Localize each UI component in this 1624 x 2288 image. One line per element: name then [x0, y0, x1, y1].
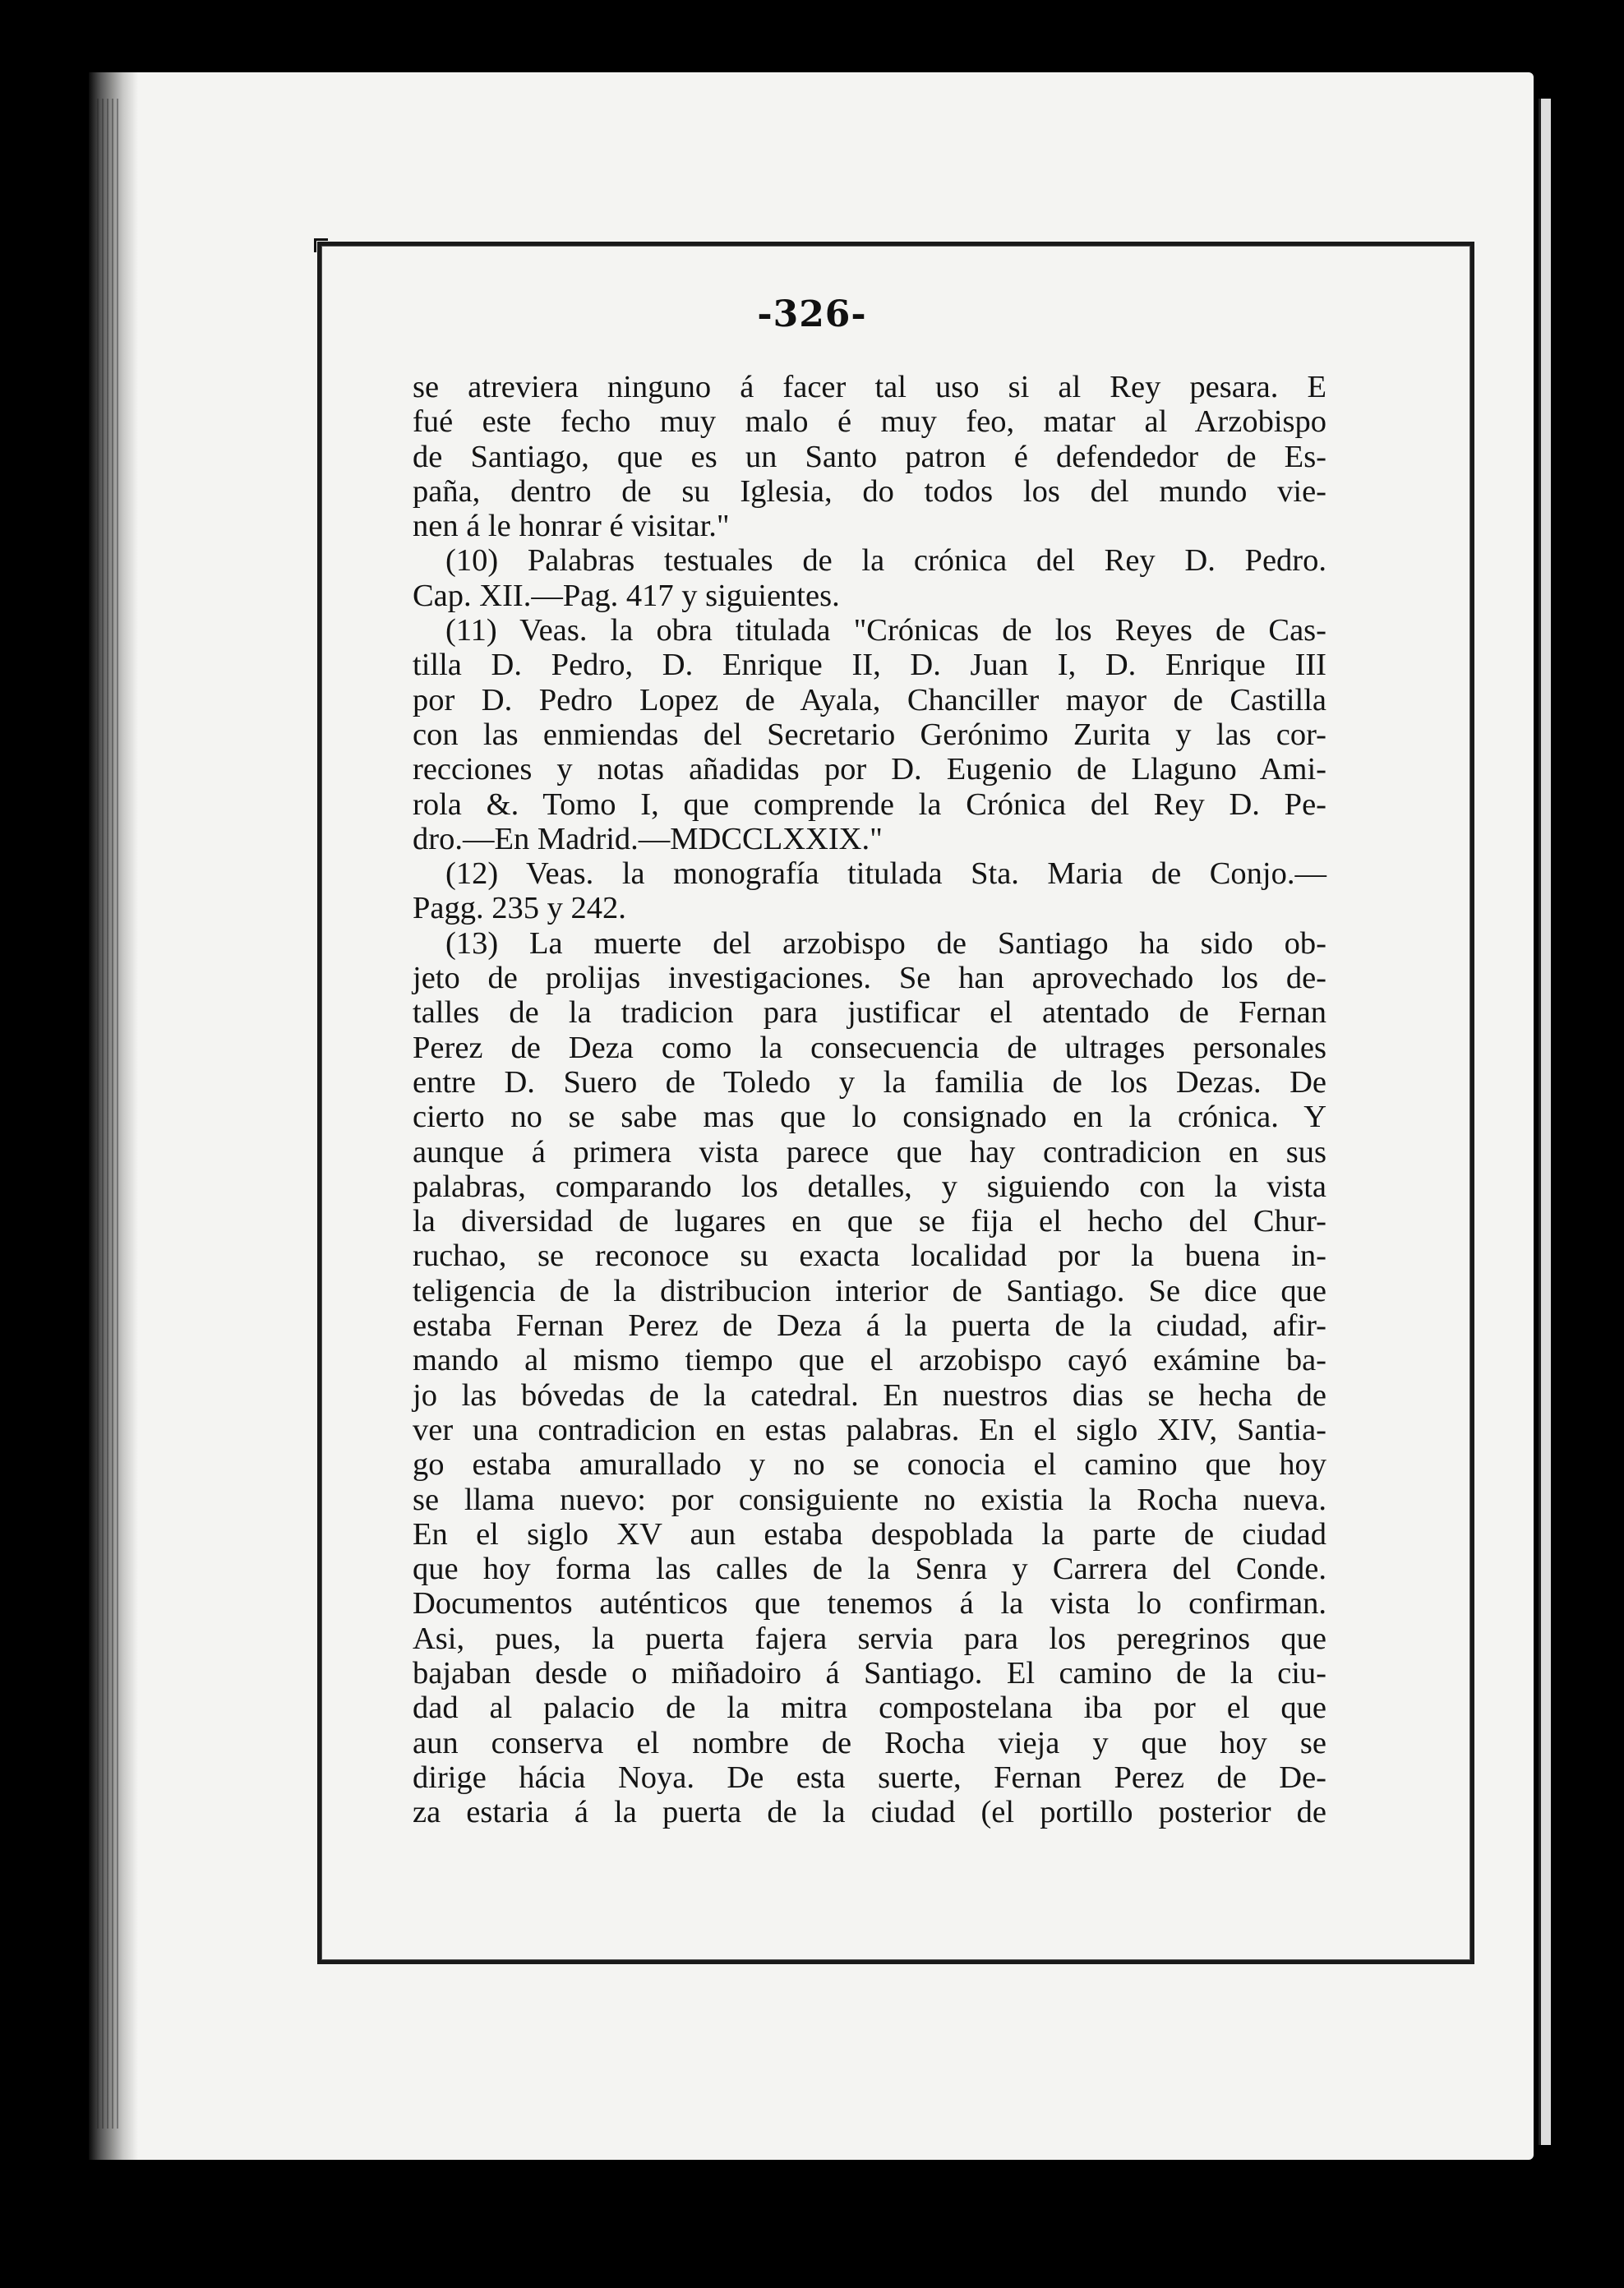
text-line: Pagg. 235 y 242. [413, 891, 626, 926]
text-line: fué este fecho muy malo é muy feo, matar al Arzobispo [413, 404, 1326, 440]
text-line: teligencia de la distribucion interior de Santiago. Se dice que [413, 1273, 1326, 1308]
text-line: por D. Pedro Lopez de Ayala, Chanciller mayor de Castilla [413, 682, 1326, 717]
text-line: con las enmiendas del Secretario Gerónimo Zurita y las cor- [413, 717, 1326, 752]
footnote-12-line: (12) Veas. la monografía titulada Sta. Maria de Conjo.— [445, 856, 1326, 892]
text-line: talles de la tradicion para justificar el atentado de Fernan [413, 995, 1326, 1031]
text-line: Documentos auténticos que tenemos á la vista lo confirman. [413, 1586, 1326, 1621]
text-line: aunque á primera vista parece que hay contradicion en sus [413, 1134, 1326, 1169]
frame-corner [314, 238, 328, 252]
footnote-10-line: (10) Palabras testuales de la crónica del Rey D. Pedro. [445, 543, 1326, 579]
page-number: -326- [757, 293, 867, 335]
next-leaf-edge [1539, 99, 1551, 2145]
text-line: se llama nuevo: por consiguiente no existia la Rocha nueva. [413, 1482, 1326, 1517]
text-line: En el siglo XV aun estaba despoblada la parte de ciudad [413, 1516, 1326, 1552]
text-line: rola &. Tomo I, que comprende la Crónica del Rey D. Pe- [413, 786, 1326, 822]
text-line: bajaban desde o miñadoiro á Santiago. El camino de la ciu- [413, 1655, 1326, 1691]
text-line: go estaba amurallado y no se conocia el camino que hoy [413, 1447, 1326, 1483]
text-line: za estaria á la puerta de la ciudad (el portillo posterior de [413, 1795, 1326, 1830]
text-line: dad al palacio de la mitra compostelana iba por el que [413, 1691, 1326, 1726]
text-line: entre D. Suero de Toledo y la familia de los Dezas. De [413, 1064, 1326, 1100]
text-line: nen á le honrar é visitar." [413, 509, 730, 544]
text-line: aun conserva el nombre de Rocha vieja y que hoy se [413, 1725, 1326, 1760]
body-text [413, 370, 1326, 1829]
footnote-11-line: (11) Veas. la obra titulada "Crónicas de los Reyes de Cas- [445, 613, 1326, 648]
text-line: Asi, pues, la puerta fajera servia para los peregrinos que [413, 1621, 1326, 1656]
text-line: se atreviera ninguno á facer tal uso si al Rey pesara. E [413, 370, 1326, 404]
footnote-13-line: (13) La muerte del arzobispo de Santiago ha sido ob- [445, 925, 1326, 961]
text-line: dro.—En Madrid.—MDCCLXXIX." [413, 821, 883, 856]
text-line: que hoy forma las calles de la Senra y Carrera del Conde. [413, 1552, 1326, 1587]
text-line: dirige hácia Noya. De esta suerte, Fernan Perez de De- [413, 1760, 1326, 1795]
text-line: recciones y notas añadidas por D. Eugenio de Llaguno Ami- [413, 752, 1326, 787]
text-line: la diversidad de lugares en que se fija el hecho del Chur- [413, 1204, 1326, 1239]
text-line: Perez de Deza como la consecuencia de ultrages personales [413, 1030, 1326, 1065]
page-edges [97, 99, 118, 2129]
text-line: palabras, comparando los detalles, y siguiendo con la vista [413, 1169, 1326, 1204]
text-line: mando al mismo tiempo que el arzobispo cayó exámine ba- [413, 1343, 1326, 1378]
text-line: estaba Fernan Perez de Deza á la puerta de la ciudad, afir- [413, 1308, 1326, 1344]
text-line: tilla D. Pedro, D. Enrique II, D. Juan I, D. Enrique III [413, 648, 1326, 683]
text-line: de Santiago, que es un Santo patron é defendedor de Es- [413, 439, 1326, 474]
text-line: Cap. XII.—Pag. 417 y siguientes. [413, 578, 840, 613]
text-line: jeto de prolijas investigaciones. Se han aprovechado los de- [413, 961, 1326, 996]
text-line: ver una contradicion en estas palabras. En el siglo XIV, Santia- [413, 1412, 1326, 1447]
text-line: jo las bóvedas de la catedral. En nuestros dias se hecha de [413, 1377, 1326, 1413]
text-line: ruchao, se reconoce su exacta localidad por la buena in- [413, 1239, 1326, 1274]
text-line: paña, dentro de su Iglesia, do todos los del mundo vie- [413, 473, 1326, 509]
text-line: cierto no se sabe mas que lo consignado en la crónica. Y [413, 1100, 1326, 1135]
